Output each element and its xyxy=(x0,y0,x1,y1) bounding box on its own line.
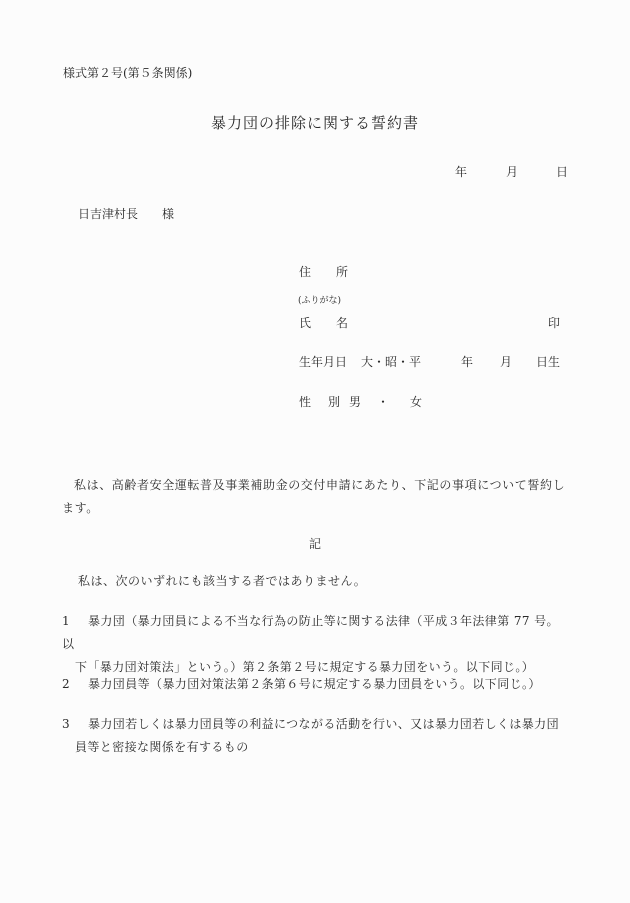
gender-label-2: 別 xyxy=(328,395,341,409)
birth-month-label: 月 xyxy=(500,355,513,369)
birthdate-label: 生年月日 xyxy=(299,355,348,369)
item-text-line1: 暴力団（暴力団員による不当な行為の防止等に関する法律（平成３年法律第 77 号。以 xyxy=(62,614,559,651)
birth-day-label: 日生 xyxy=(536,355,561,369)
item-text-line1: 暴力団員等（暴力団対策法第２条第６号に規定する暴力団員をいう。以下同じ。） xyxy=(88,677,541,691)
birth-year-label: 年 xyxy=(461,355,474,369)
item-number: 1 xyxy=(62,614,71,628)
list-item xyxy=(62,673,570,696)
addressee-name: 日吉津村長 xyxy=(78,207,139,221)
list-item xyxy=(62,713,570,759)
addressee-honorific: 様 xyxy=(162,207,175,221)
item-text-line2: 下「暴力団対策法」という。）第２条第２号に規定する暴力団をいう。以下同じ。） xyxy=(75,660,535,674)
date-year-label: 年 xyxy=(455,165,468,179)
gender-separator: ・ xyxy=(377,395,390,409)
ki-heading: 記 xyxy=(308,537,321,551)
furigana-label: (ふりがな) xyxy=(298,296,342,306)
address-label-1: 住 xyxy=(299,265,312,279)
gender-female-option: 女 xyxy=(410,395,423,409)
list-item xyxy=(62,610,570,679)
name-label-1: 氏 xyxy=(299,316,312,330)
declaration-statement: 私は、次のいずれにも該当する者ではありません。 xyxy=(78,574,367,588)
gender-label-1: 性 xyxy=(299,395,312,409)
item-number: 2 xyxy=(62,677,71,691)
gender-male-option: 男 xyxy=(349,395,362,409)
form-number: 様式第２号(第５条関係) xyxy=(63,66,193,80)
document-title: 暴力団の排除に関する誓約書 xyxy=(210,114,419,132)
item-text-line1: 暴力団若しくは暴力団員等の利益につながる活動を行い、又は暴力団若しくは暴力団 xyxy=(88,717,559,731)
name-label-2: 名 xyxy=(336,316,349,330)
date-month-label: 月 xyxy=(506,165,519,179)
item-text-line2: 員等と密接な関係を有するもの xyxy=(75,740,249,754)
seal-label: 印 xyxy=(548,316,561,330)
address-label-2: 所 xyxy=(336,265,349,279)
item-number: 3 xyxy=(62,717,71,731)
era-options: 大・昭・平 xyxy=(361,355,422,369)
pledge-paragraph: 私は、高齢者安全運転普及事業補助金の交付申請にあたり、下記の事項について誓約します。 xyxy=(62,478,566,515)
date-day-label: 日 xyxy=(556,165,569,179)
